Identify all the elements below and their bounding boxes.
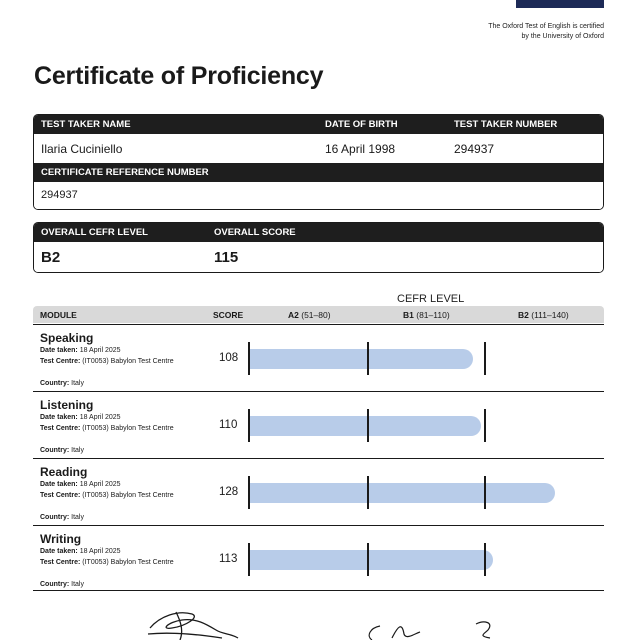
band-a2-label [288,310,331,320]
band-tick-b2 [484,342,486,375]
module-name: Listening [40,398,94,412]
overall-result-box [33,222,604,273]
band-a2-range: (51–80) [301,310,331,320]
band-tick-a2 [248,476,250,509]
module-score: 110 [219,419,238,431]
centre-label: Test Centre: [40,559,81,566]
module-table-header [33,306,604,323]
module-name: Speaking [40,331,94,345]
band-b1-range: (81–110) [416,310,450,320]
band-b1-label [403,310,450,320]
module-score: 108 [219,352,239,364]
dob-label: DATE OF BIRTH [325,119,398,130]
module-date [40,548,121,555]
test-taker-box [33,114,604,210]
reference-values [34,182,603,210]
score-bar [249,483,555,503]
band-tick-b2 [484,543,486,576]
signature-right-icon [369,622,490,640]
module-date [40,481,121,488]
reference-number: 294937 [41,189,78,201]
overall-score-value: 115 [214,249,239,266]
band-tick-b1 [367,543,369,576]
centre-label: Test Centre: [40,492,81,499]
date-label: Date taken: [40,548,78,555]
band-tick-b1 [367,476,369,509]
overall-values [34,242,603,273]
country-label: Country: [40,581,70,588]
taker-number: 294937 [454,142,495,156]
country-value: Italy [71,581,84,588]
test-taker-values [34,134,603,163]
band-tick-b1 [367,342,369,375]
band-a2-level: A2 [288,310,299,320]
date-label: Date taken: [40,347,78,354]
module-name: Writing [40,532,82,546]
module-name: Reading [40,465,88,479]
overall-cefr-label: OVERALL CEFR LEVEL [41,227,148,238]
module-centre [40,425,174,432]
module-score: 128 [219,486,239,498]
page-title: Certificate of Proficiency [34,62,324,90]
module-country [40,380,84,387]
band-tick-b1 [367,409,369,442]
centre-label: Test Centre: [40,425,81,432]
centre-label: Test Centre: [40,358,81,365]
overall-header [34,223,603,242]
band-tick-a2 [248,543,250,576]
module-country [40,447,84,454]
date-value: 18 April 2025 [79,481,121,488]
signatures [0,604,640,640]
date-value: 18 April 2025 [79,414,121,421]
score-column-label: SCORE [213,310,244,320]
test-taker-header [34,115,603,134]
date-value: 18 April 2025 [79,548,121,555]
country-label: Country: [40,447,70,454]
date-label: Date taken: [40,414,78,421]
taker-dob: 16 April 1998 [325,142,396,156]
module-date [40,347,121,354]
module-date [40,414,121,421]
module-score: 113 [219,553,238,565]
module-centre [40,358,174,365]
country-value: Italy [71,380,84,387]
country-label: Country: [40,380,70,387]
score-bar [249,550,493,570]
band-b2-level: B2 [518,310,529,320]
band-tick-b2 [484,476,486,509]
date-label: Date taken: [40,481,78,488]
band-tick-a2 [248,409,250,442]
module-country [40,581,84,588]
signature-left-icon [148,612,238,640]
module-country [40,514,84,521]
date-value: 18 April 2025 [79,347,121,354]
module-centre [40,492,174,499]
name-label: TEST TAKER NAME [41,119,131,130]
certification-line-1: The Oxford Test of English is certified [488,23,604,30]
centre-value: (IT0053) Babylon Test Centre [82,559,174,566]
taker-name: Ilaria Cuciniello [41,142,123,156]
overall-cefr-value: B2 [41,249,61,266]
centre-value: (IT0053) Babylon Test Centre [82,492,174,499]
country-value: Italy [71,447,84,454]
score-bar [249,416,481,436]
score-bar [249,349,473,369]
band-b2-range: (111–140) [531,310,569,320]
taker-number-label: TEST TAKER NUMBER [454,119,558,130]
country-value: Italy [71,514,84,521]
reference-header [34,163,603,182]
module-row-listening [33,391,604,457]
centre-value: (IT0053) Babylon Test Centre [82,358,174,365]
module-row-writing [33,525,604,591]
module-column-label: MODULE [40,310,77,320]
cefr-level-title: CEFR LEVEL [397,293,465,305]
band-tick-a2 [248,342,250,375]
module-row-reading [33,458,604,524]
centre-value: (IT0053) Babylon Test Centre [82,425,174,432]
reference-label: CERTIFICATE REFERENCE NUMBER [41,167,209,178]
oxford-logo-block [516,0,604,8]
band-b1-level: B1 [403,310,414,320]
band-b2-label [518,310,569,320]
overall-score-label: OVERALL SCORE [214,227,296,238]
band-tick-b2 [484,409,486,442]
certification-line-2: by the University of Oxford [521,32,604,40]
certification-note [488,22,604,41]
country-label: Country: [40,514,70,521]
module-row-speaking [33,324,604,390]
module-centre [40,559,174,566]
